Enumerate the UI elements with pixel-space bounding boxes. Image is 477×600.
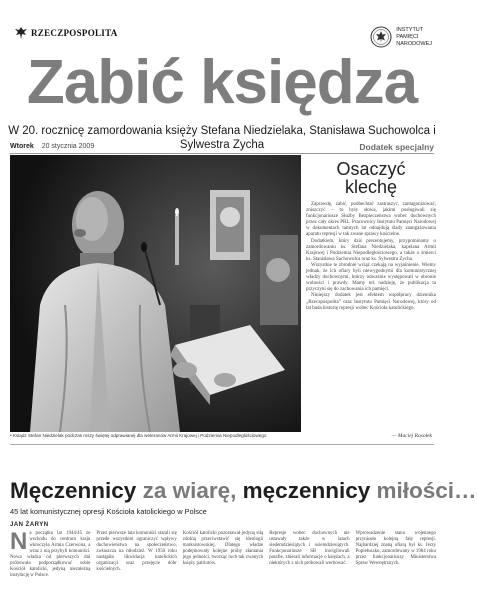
article-author: JAN ŻARYN xyxy=(10,522,49,528)
ipn-seal-icon xyxy=(370,26,392,48)
sidebar-paragraph: Niniejszy dodatek jest efektem współpracy dziennika „Rzeczpospolita” oraz Instytutu Pamięci Narodowej, który od lat bada historię represji wobec Kościoła katolickiego. xyxy=(306,293,436,311)
sidebar-body xyxy=(306,202,436,312)
article-column xyxy=(10,528,91,600)
photo-caption: • Ksiądz Stefan Niedzielak podczas mszy świętej odprawianej dla weteranów Armii Krajowej i Podziemia Niepodległościowego xyxy=(10,433,267,438)
issue-day: Wtorek xyxy=(10,143,34,150)
headline-part: męczennicy xyxy=(242,478,371,503)
issue-date: 20 stycznia 2009 xyxy=(41,143,95,150)
section-divider xyxy=(10,444,434,445)
priest-photo xyxy=(10,155,301,432)
logo-text: RZECZPOSPOLITA xyxy=(31,28,118,38)
sidebar-title-line: Osaczyć xyxy=(336,159,406,179)
ipn-line: NARODOWEJ xyxy=(396,40,432,47)
ipn-line: PAMIĘCI xyxy=(396,33,419,40)
sidebar-paragraph: Dodatkiem, który dziś prezentujemy, przypominamy o zamordowaniu ks. Stefana Niedzielaka, kapelana Armii Krajowej i Podziemia Niepodległościowego, a także o śmierci ks. Stanisława Suchowolca oraz ks. Sylwestra Zycha. xyxy=(306,238,436,262)
headline-emphasis: miłości… xyxy=(376,478,477,503)
sidebar-paragraph: Wszystkie te zbrodnie wciąż czekają na wyjaśnienie. Wiemy jednak, że ich ofiary byli niewygodnymi dla komunistycznej władzy duchownymi, którzy odważnie występowali w obronie wolności i prawdy. Mamy też nadzieję, że publikacja ta przyczyni się do zachowania ich pamięci. xyxy=(306,262,436,293)
article-columns xyxy=(10,528,436,600)
eagle-icon xyxy=(14,26,28,40)
headline-emphasis: za wiarę, xyxy=(142,478,237,503)
article-column: Przez pierwsze lata komuniści starali się przede wszystkim ograniczyć wpływy duchowieństwa na społeczeństwo, zwłaszcza na młodzież. W 1950 roku nastąpiła likwidacja katolickich organizacji oraz przejęcie dóbr kościelnych. xyxy=(96,531,177,572)
article-headline xyxy=(10,478,477,504)
sidebar-paragraph: Zaprawdę, zabić, podbechtać zastraszyć, zantagonizować, zniszczyć – to były słowa, jakimi posługiwali się funkcjonariusze Służby Bezpieczeństwa wobec duchownych przez cały okres PRL. Pracownicy Instytutu Pamięci Narodowej w dokumentach tamtych lat odnajdują ślady zaangażowania aparatu represji w tak zwane sprawy kościelne. xyxy=(306,202,436,238)
article-column: Wprowadzenie stanu wojennego przyniosło kolejną falę represji. Najbardziej znaną ofiarą był ks. Jerzy Popiełuszko, zamordowany w 1984 roku przez funkcjonariuszy Ministerstwa Spraw Wewnętrznych. xyxy=(355,531,436,566)
headline-part: Męczennicy xyxy=(10,478,137,503)
column-text: a początku lat 1944/45 ze wschodu do centrum kraju wkroczyła Armia Czerwona, a wraz z nią przybyli komuniści. Nowa władza od pierwszych dni próbowała podporządkować sobie Kościół katolicki, jedyną niezależną instytucję w Polsce. xyxy=(10,531,91,578)
ipn-line: INSTYTUT xyxy=(396,26,424,33)
sidebar-author: — Maciej Rosołek xyxy=(391,433,432,439)
sidebar-title-line: klechę xyxy=(344,177,398,197)
priest-photo-illustration xyxy=(10,155,301,432)
page-subtitle: W 20. rocznicę zamordowania księży Stefana Niedzielaka, Stanisława Suchowolca i Sylwestra Zycha xyxy=(8,125,436,151)
ipn-name xyxy=(396,27,432,48)
article-column: Represje wobec duchownych nie ustawały także w latach siedemdziesiątych i osiemdziesiątych. Funkcjonariusze SB inwigilowali parafie, zbierali informacje o księżach, a niektórych z nich próbowali werbować. xyxy=(269,531,350,566)
drop-cap: N xyxy=(10,528,28,555)
editorial-sidebar xyxy=(306,158,436,441)
page-title: Zabić księdza xyxy=(26,48,418,117)
ipn-logo xyxy=(370,26,432,48)
sidebar-title xyxy=(306,160,436,196)
article-column: Kościół katolicki pozostawał jedyną siłą zdolną przeciwstawić się ideologii marksistowskiej. Dlatego władze podejmowały kolejne próby złamania jego jedności, tworząc ruch tak zwanych księży patriotów. xyxy=(182,531,264,566)
rzeczpospolita-logo xyxy=(14,26,118,40)
article-lead: 45 lat komunistycznej opresji Kościoła katolickiego w Polsce xyxy=(10,507,207,516)
special-supplement-label: Dodatek specjalny xyxy=(359,142,434,152)
dateline xyxy=(10,142,434,154)
